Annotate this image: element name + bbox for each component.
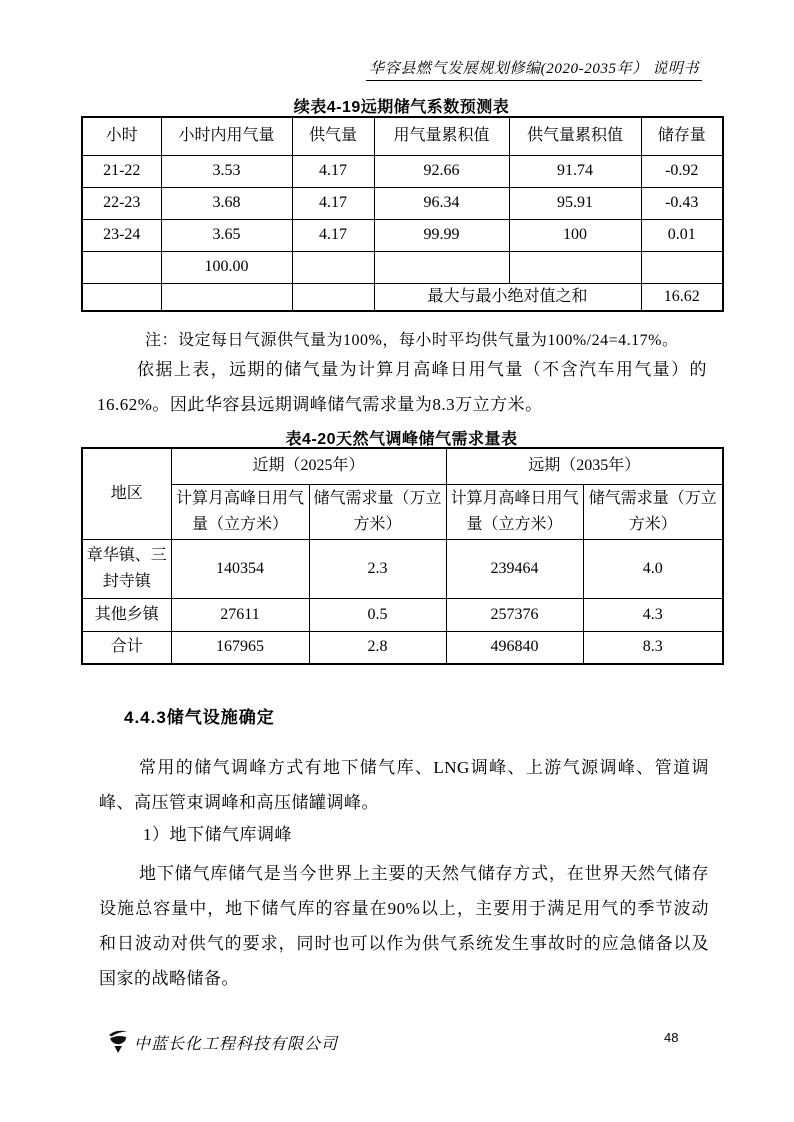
table-cell: 100 — [509, 219, 641, 251]
table1-caption: 续表4-19远期储气系数预测表 — [293, 99, 510, 116]
table-cell: 99.99 — [374, 219, 509, 251]
page-number: 48 — [664, 1030, 679, 1045]
table2-sub-header-row — [82, 484, 723, 539]
table-row — [82, 251, 723, 283]
table-cell: 257376 — [446, 598, 583, 631]
column-header-storage-demand-2025: 储气需求量（万立方米） — [309, 484, 446, 539]
table-cell: 3.68 — [161, 187, 292, 219]
column-header-storage-demand-2035: 储气需求量（万立方米） — [583, 484, 723, 539]
table-cell — [641, 251, 723, 283]
table2-total-row — [82, 631, 723, 664]
section-heading-4-4-3: 4.4.3储气设施确定 — [124, 708, 275, 727]
table-cell: 2.3 — [309, 539, 446, 598]
paragraph-peak-shaving-methods: 常用的储气调峰方式有地下储气库、LNG调峰、上游气源调峰、管道调峰、高压管束调峰和高压储罐调峰。 — [99, 758, 709, 812]
table-cell: 95.91 — [509, 187, 641, 219]
column-header-usage-cumulative: 用气量累积值 — [374, 117, 509, 155]
list-item-underground-storage: 1）地下储气库调峰 — [143, 825, 292, 844]
table-cell: 21-22 — [82, 155, 161, 187]
group-header-near-term: 近期（2025年） — [171, 448, 446, 484]
table-cell: 4.17 — [292, 187, 374, 219]
table-cell: 100.00 — [161, 251, 292, 283]
region-cell: 合计 — [82, 631, 171, 664]
table-row — [82, 187, 723, 219]
table-cell — [292, 251, 374, 283]
table2-caption: 表4-20天然气调峰储气需求量表 — [285, 431, 518, 448]
table-cell: -0.92 — [641, 155, 723, 187]
footer-company-name: 中蓝长化工程科技有限公司 — [134, 1036, 339, 1053]
table1-note: 注：设定每日气源供气量为100%，每小时平均供气量为100%/24=4.17%。 — [145, 332, 679, 349]
table2-peak-shaving-demand — [81, 447, 724, 665]
table-cell — [374, 251, 509, 283]
table1-summary-row — [82, 283, 723, 311]
table1-storage-coefficient — [81, 116, 724, 312]
table-cell: 4.0 — [583, 539, 723, 598]
table-cell: 8.3 — [583, 631, 723, 664]
table-cell: 4.17 — [292, 155, 374, 187]
table2-group-header-row — [82, 448, 723, 484]
table-cell: 27611 — [171, 598, 309, 631]
paragraph-underground-storage: 地下储气库储气是当今世界上主要的天然气储存方式，在世界天然气储存设施总容量中，地下储气库的容量在90%以上，主要用于满足用气的季节波动和日波动对供气的要求，同时也可以作为供气系统发生事故时的应急储备以及国家的战略储备。 — [99, 864, 709, 988]
table-cell: 96.34 — [374, 187, 509, 219]
table-cell: 0.01 — [641, 219, 723, 251]
column-header-region: 地区 — [82, 448, 171, 539]
table-cell: 92.66 — [374, 155, 509, 187]
company-logo-icon — [107, 1029, 129, 1059]
summary-value-cell: 16.62 — [641, 283, 723, 311]
table-cell — [509, 251, 641, 283]
table-cell: 239464 — [446, 539, 583, 598]
table-cell: 22-23 — [82, 187, 161, 219]
table-cell: -0.43 — [641, 187, 723, 219]
table-cell: 4.3 — [583, 598, 723, 631]
group-header-long-term: 远期（2035年） — [446, 448, 723, 484]
table-cell: 91.74 — [509, 155, 641, 187]
column-header-peak-day-usage-2035: 计算月高峰日用气量（立方米） — [446, 484, 583, 539]
column-header-hour: 小时 — [82, 117, 161, 155]
region-cell: 章华镇、三封寺镇 — [82, 539, 171, 598]
region-cell: 其他乡镇 — [82, 598, 171, 631]
table-cell: 0.5 — [309, 598, 446, 631]
column-header-hourly-usage: 小时内用气量 — [161, 117, 292, 155]
table1-header-row — [82, 117, 723, 155]
table-cell — [82, 251, 161, 283]
table-cell: 3.65 — [161, 219, 292, 251]
table-cell — [161, 283, 292, 311]
table-row — [82, 155, 723, 187]
table-cell: 167965 — [171, 631, 309, 664]
table-cell — [292, 283, 374, 311]
table-cell: 23-24 — [82, 219, 161, 251]
table-cell — [82, 283, 161, 311]
document-header-title: 华容县燃气发展规划修编(2020-2035年） 说明书 — [366, 57, 702, 81]
table-row — [82, 598, 723, 631]
table-row — [82, 539, 723, 598]
table-cell: 496840 — [446, 631, 583, 664]
table-cell: 140354 — [171, 539, 309, 598]
column-header-supply: 供气量 — [292, 117, 374, 155]
paragraph-storage-basis: 依据上表，远期的储气量为计算月高峰日用气量（不含汽车用气量）的16.62%。因此华容县远期调峰储气需求量为8.3万立方米。 — [97, 360, 707, 414]
column-header-storage: 储存量 — [641, 117, 723, 155]
column-header-supply-cumulative: 供气量累积值 — [509, 117, 641, 155]
table-row — [82, 219, 723, 251]
table-cell: 4.17 — [292, 219, 374, 251]
table-cell: 2.8 — [309, 631, 446, 664]
table-cell: 3.53 — [161, 155, 292, 187]
summary-label-cell: 最大与最小绝对值之和 — [374, 283, 641, 311]
column-header-peak-day-usage-2025: 计算月高峰日用气量（立方米） — [171, 484, 309, 539]
